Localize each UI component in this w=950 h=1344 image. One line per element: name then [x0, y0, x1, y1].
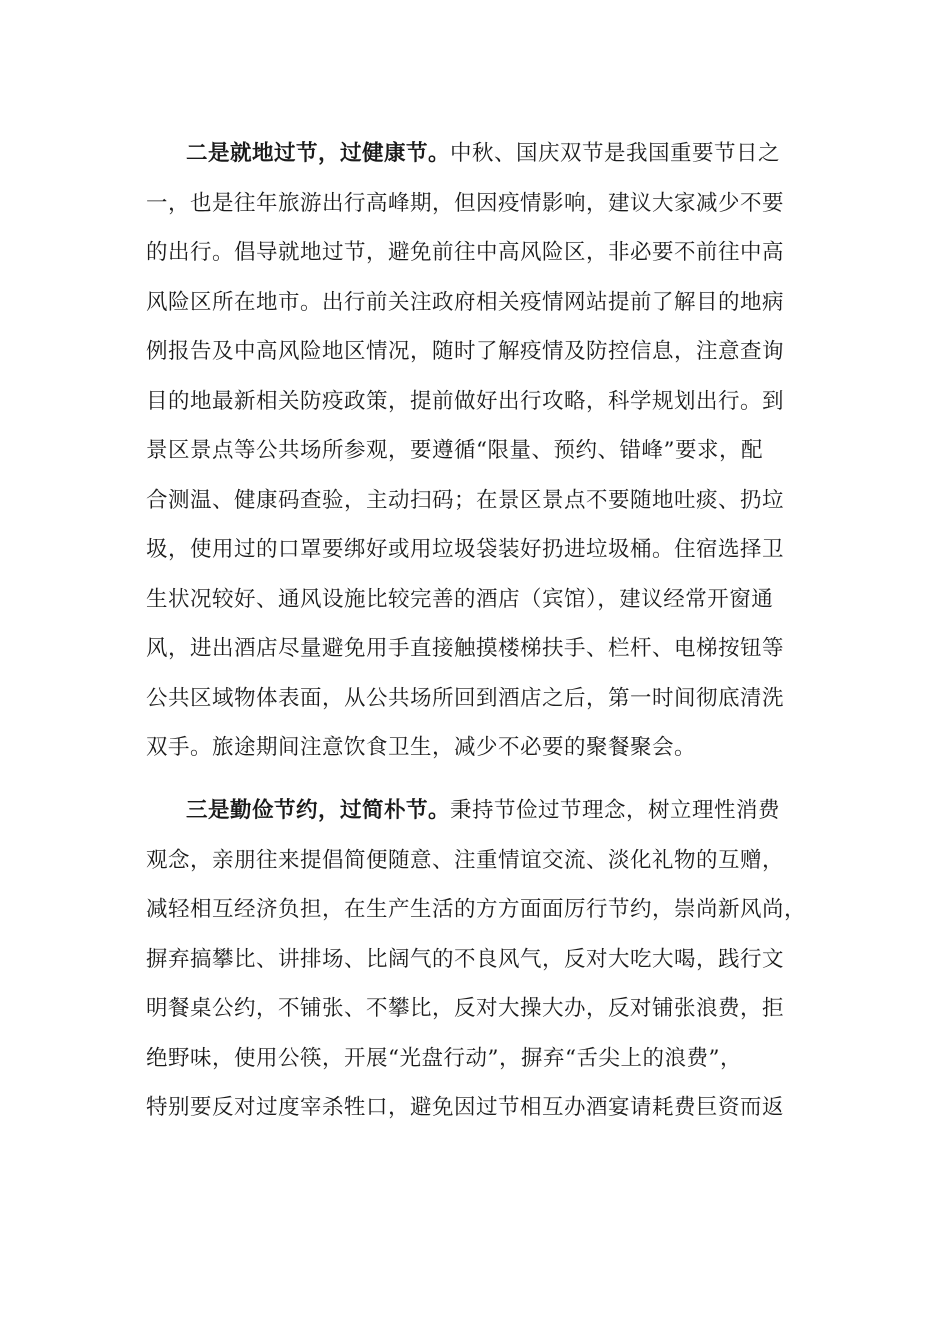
line-text: 中秋、国庆双节是我国重要节日之	[450, 141, 781, 166]
line-text: 生状况较好、通风设施比较完善的酒店（宾馆），建议经常开窗通	[146, 586, 774, 612]
line-text: 风险区所在地市。出行前关注政府相关疫情网站提前了解目的地病	[146, 289, 785, 315]
line-text: 双手。旅途期间注意饮食卫生，减少不必要的聚餐聚会。	[146, 735, 697, 760]
line-text: 例报告及中高风险地区情况，随时了解疫情及防控信息，注意查询	[146, 339, 785, 364]
line-text: 一，也是往年旅游出行高峰期，但因疫情影响，建议大家减少不要	[146, 190, 785, 216]
line-text: 绝野味，使用公筷，开展“光盘行动”，摒弃“舌尖上的浪费”，	[146, 1045, 742, 1071]
line-text: 合测温、健康码查验，主动扫码；在景区景点不要随地吐痰、扔垃	[146, 487, 785, 513]
line-text: 特别要反对过度宰杀牲口，避免因过节相互办酒宴请耗费巨资而返	[146, 1095, 785, 1120]
paragraph-lead-heading: 三是勤俭节约，过简朴节。	[186, 798, 451, 823]
line-text: 秉持节俭过节理念，树立理性消费	[450, 798, 781, 823]
line-text: 圾，使用过的口罩要绑好或用垃圾袋装好扔进垃圾桶。住宿选择卫	[146, 537, 785, 562]
line-text: 目的地最新相关防疫政策，提前做好出行攻略，科学规划出行。到	[146, 388, 785, 414]
line-text: 公共区域物体表面，从公共场所回到酒店之后，第一时间彻底清洗	[146, 685, 785, 711]
line-text: 摒弃搞攀比、讲排场、比阔气的不良风气，反对大吃大喝，践行文	[146, 946, 785, 972]
paragraph-first-line	[146, 786, 806, 836]
line-text: 明餐桌公约，不铺张、不攀比，反对大操大办，反对铺张浪费，拒	[146, 996, 785, 1021]
paragraph-healthy-festival	[146, 129, 806, 773]
line-text: 的出行。倡导就地过节，避免前往中高风险区，非必要不前往中高	[146, 240, 785, 265]
paragraph-lead-heading: 二是就地过节，过健康节。	[186, 141, 451, 166]
line-text: 景区景点等公共场所参观，要遵循“限量、预约、错峰”要求，配	[146, 438, 763, 463]
line-text: 风，进出酒店尽量避免用手直接触摸楼梯扶手、栏杆、电梯按钮等	[146, 636, 785, 661]
paragraph-first-line	[146, 129, 806, 179]
paragraph-frugal-festival	[146, 786, 806, 1133]
line-text: 减轻相互经济负担，在生产生活的方方面面厉行节约，崇尚新风尚，	[146, 897, 807, 922]
line-text: 观念，亲朋往来提倡简便随意、注重情谊交流、淡化礼物的互赠，	[146, 847, 785, 873]
